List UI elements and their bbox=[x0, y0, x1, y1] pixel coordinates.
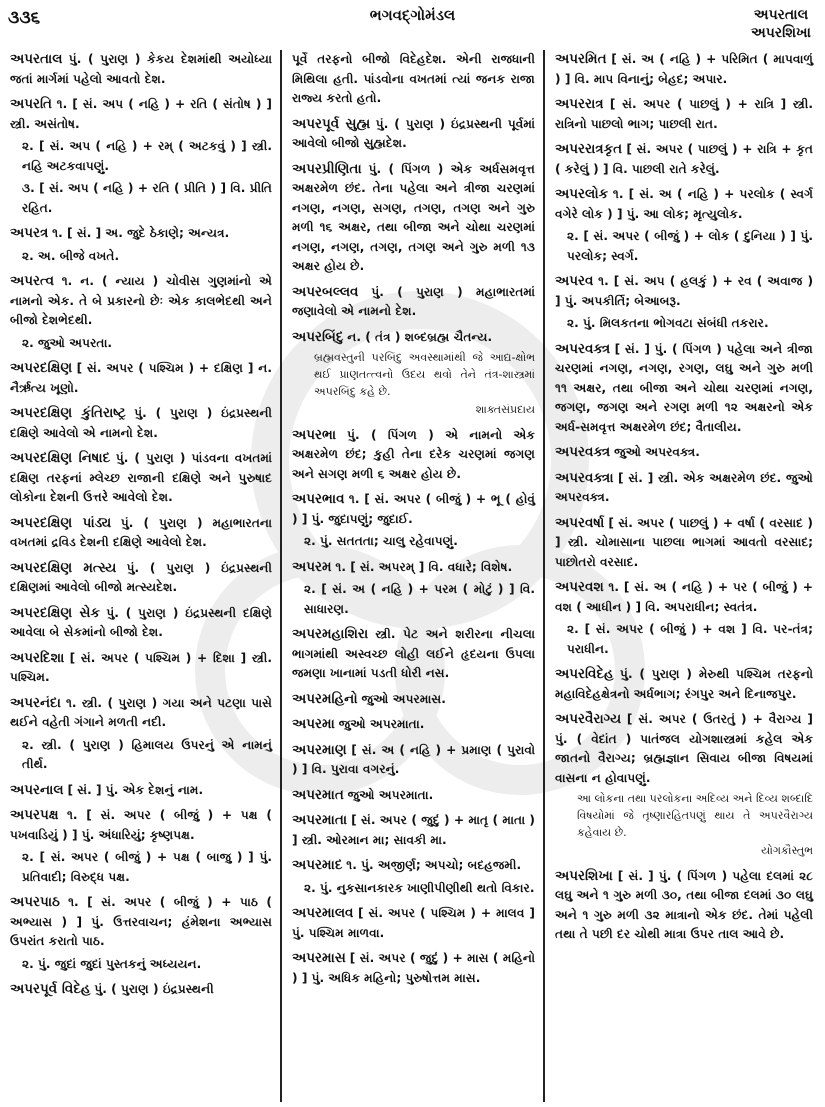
dictionary-entry bbox=[555, 340, 813, 438]
entry-headword: અપરત્ર bbox=[10, 225, 49, 241]
entry-sense: ૨. પું. મિલકતના ભોગવટા સંબંધી તકરાર. bbox=[567, 316, 769, 330]
dictionary-entry bbox=[10, 559, 272, 598]
dictionary-entry bbox=[292, 283, 535, 322]
entry-definition: પું. ( પુરાણ ) મહાભારતમાં જણાવેલો એ નામનો દેશ. bbox=[292, 284, 535, 318]
citation-source: શાક્તસંપ્રદાય bbox=[475, 403, 535, 416]
entry-definition: પું. ( પુરાણ ) મહાભારતના વખતમાં દ્રવિડ દેશની દક્ષિણે આવેલો દેશ. bbox=[10, 515, 272, 549]
entry-definition: ૧. [ સં. અપર ( બીજું ) + પાઠ ( અભ્યાસ ) ] પું. ઉત્તરવાચન; હંમેશના અભ્યાસ ઉપરાંત કરાતો પાઠ. bbox=[10, 895, 272, 948]
entry-sense: ૨. પું. સતતતા; ચાલુ રહેવાપણું. bbox=[304, 534, 458, 548]
dictionary-entry bbox=[292, 949, 535, 988]
entry-definition: જુઓ અપરમાતા. bbox=[347, 787, 434, 802]
entry-headword: અપરવશ bbox=[555, 579, 604, 595]
entry-headword: અપરમાત bbox=[292, 786, 344, 803]
dictionary-entry bbox=[292, 811, 535, 850]
entry-headword: અપરવક્ત્ર bbox=[555, 444, 611, 460]
entry-definition: જુઓ અપરવક્ત્ર. bbox=[614, 445, 700, 459]
entry-definition: ૧. [ સં. અપર ( બીજું ) + પક્ષ ( પખવાડિયું ) ] પું. અંધારિયું; કૃષ્ણપક્ષ. bbox=[10, 808, 272, 842]
entry-headword: અપરદક્ષિણ નિષાદ bbox=[10, 450, 111, 466]
dictionary-entry bbox=[292, 715, 535, 735]
dictionary-entry bbox=[10, 806, 272, 887]
entry-definition: ૧. [ સં. અ ( નહિ ) + પર ( બીજું ) + વશ ( આધીન ) ] વિ. અપરાધીન; સ્વતંત્ર. bbox=[555, 580, 813, 614]
entry-headword: અપરમાસ bbox=[292, 950, 346, 966]
dictionary-entry bbox=[10, 95, 272, 218]
entry-headword: અપરમ bbox=[292, 558, 332, 575]
entry-headword: અપરદક્ષિણ પાંડ્ય bbox=[10, 514, 112, 531]
entry-headword: અપરપ્રીણિતા bbox=[292, 160, 362, 177]
entry-headword: અપરભા bbox=[292, 426, 337, 443]
dictionary-entry bbox=[292, 490, 535, 552]
running-title: ભગવદ્ગોમંડલ bbox=[369, 6, 456, 24]
entry-sense: ૨. [ સં. અપ ( નહિ ) + રમ્ ( અટકવું ) ] સ્ત્રી. નહિ અટકવાપણું. bbox=[22, 139, 272, 173]
entry-definition: પું. ( પુરાણ ) ઇંદ્રપ્રસ્થની દક્ષિણમાં આવેલો બીજો મત્સ્યદેશ. bbox=[10, 560, 272, 594]
entry-headword: અપરદક્ષિણ સેક bbox=[10, 604, 100, 621]
dictionary-entry bbox=[292, 558, 535, 620]
entry-sense: ૨. પું. જુદાં જુદાં પુસ્તકનું અધ્યયન. bbox=[22, 956, 202, 971]
dictionary-entry bbox=[10, 449, 272, 508]
entry-definition: ૧. ન. ( ન્યાય ) ચોવીસ ગુણમાંનો એ નામનો એક. તે બે પ્રકારનો છેઃ એક કાલભેદથી અને બીજો દેશભેદથી. bbox=[10, 274, 273, 327]
guide-words bbox=[751, 6, 811, 42]
column-3 bbox=[543, 50, 825, 1102]
dictionary-entry bbox=[292, 786, 535, 806]
entry-definition: [ સં. ] પું. ( પિંગળ ) પહેલા અને ત્રીજા ચરણમાં નગણ, નગણ, રગણ, લઘુ અને ગુરુ મળી ૧૧ અક્ષર, તથા બીજા અને ચોથા ચરણમાં નગણ, જગણ, જગણ અને રગણ મળી ૧૨ અક્ષરનો એક અર્ધ-સમવૃત્ત અક્ષરમેળ છંદ; વૈતાલીય. bbox=[555, 341, 813, 434]
entry-citation: બ્રહ્મવસ્તુની પરબિંદુ અવસ્થામાંથી જે આદ્ય-ક્ષોભ થઈ પ્રાણતત્ત્વનો ઉદય થવો તેને તંત્ર-શાસ્ત્રમાં અપરબિંદુ કહે છે. bbox=[314, 351, 535, 398]
entry-definition: પું. ( પુરાણ ) ઇંદ્રપ્રસ્થની પૂર્વમાં આવેલો બીજો સુહ્મદેશ. bbox=[292, 116, 535, 150]
dictionary-entry bbox=[10, 224, 272, 266]
dictionary-entry bbox=[10, 893, 272, 974]
entry-definition: પું. ( પુરાણ ) મેરુથી પશ્ચિમ તરફનો મહાવિદેહક્ષેત્રનો અર્ધભાગ; રંગપુર અને દિનાજપુર. bbox=[555, 667, 813, 701]
entry-definition: [ સં. ] સ્ત્રી. એક અક્ષરમેળ છંદ. જુઓ અપરવક્ત્ર. bbox=[555, 470, 813, 504]
dictionary-entry bbox=[10, 694, 272, 775]
entry-definition: ૧. પું. અજીર્ણ; અપચો; બદહજમી. bbox=[346, 858, 522, 872]
dictionary-entry bbox=[555, 469, 813, 508]
entry-headword: અપરદક્ષિણ કુંતિરાષ્ટ્ર bbox=[10, 405, 126, 421]
entry-definition: ૧. [ સં. અપર ( બીજું ) + ભૂ ( હોવું ) ] પું. જુદાપણું; જુદાઈ. bbox=[292, 492, 535, 526]
entry-definition: [ સં. અપર ( પાછલું ) + રાત્રિ ] સ્ત્રી. રાત્રિનો પાછલો ભાગ; પાછલી રાત. bbox=[555, 97, 814, 131]
entry-definition: [ સં. અપર ( જુદું ) + માસ ( મહિનો ) ] પું. અધિક મહિનો; પુરુષોત્તમ માસ. bbox=[292, 951, 535, 985]
entry-sense: ૨. જુઓ અપરતા. bbox=[22, 335, 113, 350]
dictionary-entry bbox=[10, 781, 272, 801]
guide-word-last: અપરશિખા bbox=[751, 25, 811, 41]
dictionary-entry bbox=[555, 665, 813, 704]
entry-headword: અપરપક્ષ bbox=[10, 807, 59, 823]
entry-definition: જુઓ અપરમાસ. bbox=[361, 691, 446, 706]
dictionary-entry bbox=[555, 710, 813, 861]
dictionary-entry bbox=[10, 272, 272, 353]
entry-definition: ૧. [ સં. અપ ( નહિ ) + રતિ ( સંતોષ ) ] સ્ત્રી. અસંતોષ. bbox=[10, 97, 272, 131]
entry-headword: અપરમાદ bbox=[292, 857, 343, 873]
entry-definition: [ સં. ] પું. ( પિંગળ ) પહેલા દલમાં ૨૮ લઘુ અને ૧ ગુરુ મળી ૩૦, તથા બીજા દલમાં ૩૦ લઘુ અને ૧ ગુરુ મળી ૩૨ માત્રાનો એક છંદ. તેમાં પહેલી તથા તે પછી દર ચોથી માત્રા ઉપર તાલ આવે છે. bbox=[555, 868, 814, 941]
entry-headword: અપરરાત્રકૃત bbox=[555, 141, 623, 157]
entry-definition: ૧. સ્ત્રી. ( પુરાણ ) ગયા અને પટણા પાસે થઈને વહેતી ગંગાને મળતી નદી. bbox=[10, 695, 272, 729]
entry-headword: અપરમિત bbox=[555, 51, 607, 67]
entry-sense: ૨. [ સં. અપર ( બીજું ) + પક્ષ ( બાજુ ) ] પું. પ્રતિવાદી; વિરુદ્ધ પક્ષ. bbox=[22, 850, 272, 884]
dictionary-entry bbox=[292, 160, 535, 277]
citation-source: યોગકૌસ્તુભ bbox=[761, 844, 813, 857]
entry-sense: ૨. સ્ત્રી. ( પુરાણ ) હિમાલય ઉપરનું એ નામનું તીર્થ. bbox=[22, 737, 272, 771]
entry-sense: ૩. [ સં. અપ ( નહિ ) + રતિ ( પ્રીતિ ) ] વિ. પ્રીતિ રહિત. bbox=[22, 181, 272, 215]
entry-sense: ૨. [ સં. અપર ( બીજું ) + વશ ] વિ. પર-તંત્ર; પરાધીન. bbox=[567, 622, 813, 656]
entry-headword: અપરલોક bbox=[555, 186, 609, 202]
entry-headword: અપરવક્ત્રા bbox=[555, 469, 614, 486]
entry-sense: ૨. [ સં. અ ( નહિ ) + પરમ ( મોટું ) ] વિ. સાધારણ. bbox=[304, 582, 535, 616]
entry-continuation: પૂર્વે તરફનો બીજો વિદેહદેશ. એની રાજધાની મિથિલા હતી. પાંડવોના વખતમાં ત્યાં જનક રાજા રાજ્ય કરતો હતો. bbox=[292, 52, 535, 105]
entry-definition: ૧. [ સં. અ ( નહિ ) + પરલોક ( સ્વર્ગ વગેરે લોક ) ] પું. આ લોક; મૃત્યુલોક. bbox=[555, 187, 814, 221]
page-header bbox=[0, 0, 825, 48]
dictionary-entry bbox=[292, 904, 535, 943]
dictionary-entry bbox=[555, 185, 813, 266]
dictionary-entry bbox=[555, 140, 813, 179]
entry-headword: અપરપૂર્વ સુહ્મ bbox=[292, 115, 371, 132]
entry-headword: અપરવ bbox=[555, 273, 594, 289]
entry-headword: અપરનાલ bbox=[10, 781, 64, 798]
dictionary-entry bbox=[10, 50, 272, 89]
entry-headword: અપરમાણ bbox=[292, 741, 347, 758]
entry-definition: [ સં. અપર ( પશ્ચિમ ) + દક્ષિણ ] ન. નૈર્ઋત્ય ખૂણો. bbox=[10, 361, 272, 395]
entry-definition: [ સં. ] પું. એક દેશનું નામ. bbox=[67, 782, 204, 797]
entry-headword: અપરત્વ bbox=[10, 273, 55, 289]
entry-definition: સ્ત્રી. પેટ અને શરીરના નીચલા ભાગમાંથી અસ્વચ્છ લોહી લઈને હૃદયના ઉપલા જમણા ખાનામાં પડતી ધોરી નસ. bbox=[292, 627, 535, 680]
entry-definition: જુઓ અપરમાતા. bbox=[338, 717, 425, 731]
entry-headword: અપરમહાશિરા bbox=[292, 626, 369, 642]
entry-definition: [ સં. અપર ( ઉતરતું ) + વૈરાગ્ય ] પું. ( વેદાંત ) પાતંજલ યોગશાસ્ત્રમાં કહેલ એક જાતનો વૈરાગ્ય; બ્રહ્મજ્ઞાન સિવાય બીજા વિષયમાં વાસના ન હોવાપણું. bbox=[555, 712, 814, 785]
entry-headword: અપરમાલવ bbox=[292, 905, 354, 921]
entry-headword: અપરબલ્લવ bbox=[292, 283, 359, 300]
entry-definition: ૧. [ સં. અપરમ્ ] વિ. વધારે; વિશેષ. bbox=[335, 559, 513, 574]
dictionary-entry bbox=[292, 115, 535, 154]
entry-definition: ૧. [ સં. અપ ( હલકું ) + રવ ( અવાજ ) ] પું. અપકીર્તિ; બેઆબરૂ. bbox=[555, 274, 814, 308]
entry-headword: અપરતાલ bbox=[10, 51, 63, 67]
column-1 bbox=[0, 50, 278, 1102]
entry-headword: અપરરાત્ર bbox=[555, 96, 604, 112]
dictionary-entry bbox=[10, 404, 272, 443]
entry-definition: ન. ( તંત્ર ) શબ્દબ્રહ્મ ચૈતન્ય. bbox=[347, 329, 493, 344]
dictionary-entry bbox=[555, 867, 813, 945]
dictionary-entry bbox=[555, 272, 813, 334]
dictionary-entry bbox=[292, 328, 535, 420]
entry-headword: અપરદક્ષિણ મત્સ્ય bbox=[10, 559, 117, 576]
dictionary-entry bbox=[10, 649, 272, 688]
entry-headword: અપરવર્ષા bbox=[555, 514, 605, 531]
entry-definition: [ સં. અપર ( પશ્ચિમ ) + માલવ ] પું. પશ્ચિમ માળવા. bbox=[292, 906, 535, 940]
entry-headword: અપરતિ bbox=[10, 96, 52, 112]
entry-definition: પું. ( પુરાણ ) ઇંદ્રપ્રસ્થની દક્ષિણે આવેલા બે સેકમાંનો બીજો દેશ. bbox=[10, 605, 272, 639]
dictionary-entry bbox=[555, 50, 813, 89]
entry-definition: પું. ( પુરાણ ) ઇંદ્રપ્રસ્થની દક્ષિણે આવેલો એ નામનો દેશ. bbox=[10, 406, 273, 440]
entry-headword: અપરવક્ત્ર bbox=[555, 340, 611, 357]
guide-word-first: અપરતાલ bbox=[753, 7, 809, 23]
dictionary-entry bbox=[292, 690, 535, 710]
entry-headword: અપરનંદા bbox=[10, 694, 61, 711]
entry-definition: [ સં. અપર ( પાછલું ) + વર્ષા ( વરસાદ ) ] સ્ત્રી. ચોમાસાના પાછલા ભાગમાં આવતો વરસાદ; પાછોતરો વરસાદ. bbox=[555, 515, 813, 569]
dictionary-entry bbox=[292, 625, 535, 684]
dictionary-entry bbox=[10, 359, 272, 398]
dictionary-entry bbox=[10, 604, 272, 643]
column-2 bbox=[280, 50, 541, 1102]
entry-definition: [ સં. અ ( નહિ ) + પ્રમાણ ( પુરાવો ) ] વિ. પુરાવા વગરનું. bbox=[292, 742, 535, 776]
entry-definition: પું. ( પિંગળ ) એક અર્ધસમવૃત્ત અક્ષરમેળ છંદ. તેના પહેલા અને ત્રીજા ચરણમાં નગણ, નગણ, સગણ, તગણ, તગણ અને ગુરુ મળી ૧૬ અક્ષર, તથા બીજા અને ચોથા ચરણમાં નગણ, નગણ, તગણ, તગણ અને ગુરુ મળી ૧૩ અક્ષર હોય છે. bbox=[292, 161, 535, 273]
dictionary-entry bbox=[555, 578, 813, 659]
entry-citation: આ લોકના તથા પરલોકના અદિવ્ય અને દિવ્ય શબ્દાદિ વિષયોમાં જે તૃષ્ણારહિતપણું થાય તે અપરવૈરાગ્ય કહેવાય છે. bbox=[577, 792, 813, 839]
entry-headword: અપરમા bbox=[292, 716, 335, 732]
entry-headword: અપરપાઠ bbox=[10, 894, 60, 910]
entry-definition: [ સં. અપર ( જુદું ) + માતૃ ( માતા ) ] સ્ત્રી. ઓરમાન મા; સાવકી મા. bbox=[292, 813, 536, 847]
entry-headword: અપરદક્ષિણ bbox=[10, 360, 73, 376]
entry-headword: અપરશિખા bbox=[555, 867, 613, 884]
entry-headword: અપરવૈરાગ્ય bbox=[555, 711, 622, 727]
dictionary-entry bbox=[10, 514, 272, 553]
dictionary-entry bbox=[10, 980, 272, 1000]
entry-headword: અપરબિંદુ bbox=[292, 328, 344, 345]
entry-definition: પું. ( પુરાણ ) ઇંદ્રપ્રસ્થની bbox=[94, 982, 214, 996]
entry-definition: ૧. [ સં. ] અ. જુદે ઠેકાણે; અન્યત્ર. bbox=[52, 226, 230, 240]
entry-sense: ૨. પું. નુકસાનકારક ખાણીપીણીથી થતો વિકાર. bbox=[304, 880, 535, 895]
entry-sense: ૨. [ સં. અપર ( બીજું ) + લોક ( દુનિયા ) ] પું. પરલોક; સ્વર્ગ. bbox=[567, 229, 813, 263]
dictionary-entry bbox=[292, 426, 535, 485]
entry-headword: અપરમહિનો bbox=[292, 690, 358, 707]
dictionary-entry bbox=[292, 856, 535, 898]
entry-headword: અપરવિદેહ bbox=[555, 666, 614, 682]
entry-definition: પું. ( પિંગળ ) એ નામનો એક અક્ષરમેળ છંદ; કુહી તેના દરેક ચરણમાં જગણ અને સગણ મળી ૬ અક્ષર હોય છે. bbox=[292, 427, 536, 481]
entry-headword: અપરભાવ bbox=[292, 491, 345, 507]
dictionary-entry bbox=[555, 95, 813, 134]
entry-definition: [ સં. અ ( નહિ ) + પરિમિત ( માપવાળું ) ] વિ. માપ વિનાનું; બેહદ; અપાર. bbox=[555, 52, 814, 86]
dictionary-entry bbox=[555, 514, 813, 573]
entry-definition: [ સં. અપર ( પાછલું ) + રાત્રિ + કૃત ( કરેલું ) ] વિ. પાછલી રાતે કરેલું. bbox=[555, 142, 813, 176]
entry-headword: અપરમાતા bbox=[292, 812, 348, 828]
entry-definition: પું. ( પુરાણ ) પાંડવના વખતમાં દક્ષિણ તરફનાં મ્લેચ્છ રાજાની દક્ષિણે અને પુરુષાદ લોકોના દેશની ઉત્તરે આવેલો દેશ. bbox=[10, 451, 273, 504]
dictionary-entry bbox=[292, 741, 535, 780]
dictionary-entry bbox=[555, 443, 813, 463]
entry-headword: અપરપૂર્વ વિદેહ bbox=[10, 981, 91, 997]
page-number: ૩૩૬ bbox=[8, 8, 41, 28]
dictionary-columns bbox=[0, 50, 825, 1105]
entry-definition: પું. ( પુરાણ ) કેકય દેશમાંથી અયોધ્યા જતાં માર્ગમાં પહેલો આવતો દેશ. bbox=[10, 52, 273, 86]
entry-headword: અપરદિશા bbox=[10, 649, 65, 666]
entry-sense: ૨. અ. બીજે વખતે. bbox=[22, 248, 120, 263]
entry-definition: [ સં. અપર ( પશ્ચિમ ) + દિશા ] સ્ત્રી. પશ્ચિમ. bbox=[10, 650, 272, 684]
